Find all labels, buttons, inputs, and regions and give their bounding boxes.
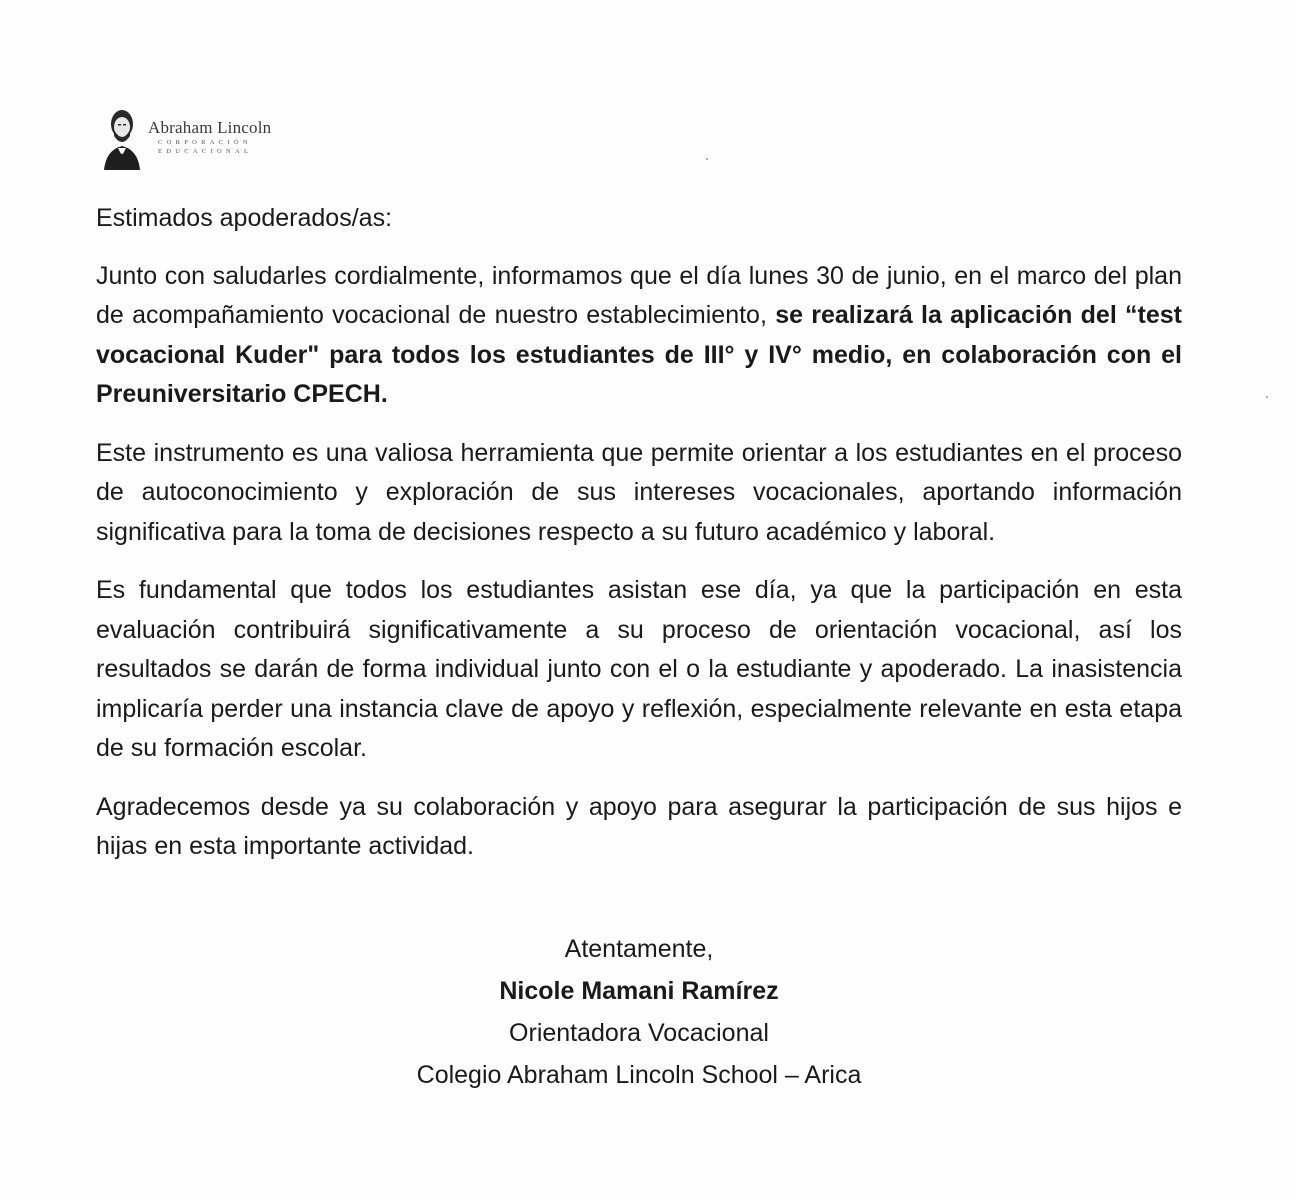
signer-institution: Colegio Abraham Lincoln School – Arica [416, 1061, 862, 1089]
paragraph-1-text: Junto con saludarles cordialmente, informamos que el día lunes 30 de junio, en el marco del plan de acompañamiento vocacional de nuestro establecimiento, [96, 261, 1182, 329]
school-logo [100, 104, 271, 172]
logo-name: Abraham Lincoln [148, 118, 272, 137]
paragraph-2: Este instrumento es una valiosa herramienta que permite orientar a los estudiantes en el proceso de autoconocimiento y exploración de sus intereses vocacionales, aportando información significativa para la toma de decisiones respecto a su futuro académico y laboral. [96, 438, 1182, 546]
paragraph-3: Es fundamental que todos los estudiantes asistan ese día, ya que la participación en esta evaluación contribuirá significativamente a su proceso de orientación vocacional, así los resultados se darán de forma individual junto con el o la estudiante y apoderado. La inasistencia implicaría perder una instancia clave de apoyo y reflexión, especialmente relevante en esta etapa de su formación escolar. [96, 576, 1182, 762]
signer-role: Orientadora Vocacional [509, 1019, 769, 1047]
greeting: Estimados apoderados/as: [96, 204, 393, 232]
paragraph-1 [96, 257, 1182, 415]
lincoln-portrait-icon [100, 104, 144, 172]
paragraph-1-bold-text: se realizará la aplicación del “test vocacional Kuder" para todos los estudiantes de III° y IV° medio, en colaboración con el Preuniversitario CPECH. [96, 301, 1182, 408]
logo-subtitle-2: EDUCACIONAL [158, 148, 253, 155]
scan-speck [706, 158, 708, 160]
paragraph-4: Agradecemos desde ya su colaboración y apoyo para asegurar la participación de sus hijos e hijas en esta importante actividad. [96, 792, 1182, 860]
letter-body [96, 199, 1182, 886]
logo-subtitle-1: CORPORACIÓN [158, 139, 252, 146]
signature-block [96, 928, 1182, 1096]
signer-name: Nicole Mamani Ramírez [499, 977, 779, 1005]
scan-speck [1266, 396, 1268, 398]
closing: Atentamente, [564, 935, 714, 963]
